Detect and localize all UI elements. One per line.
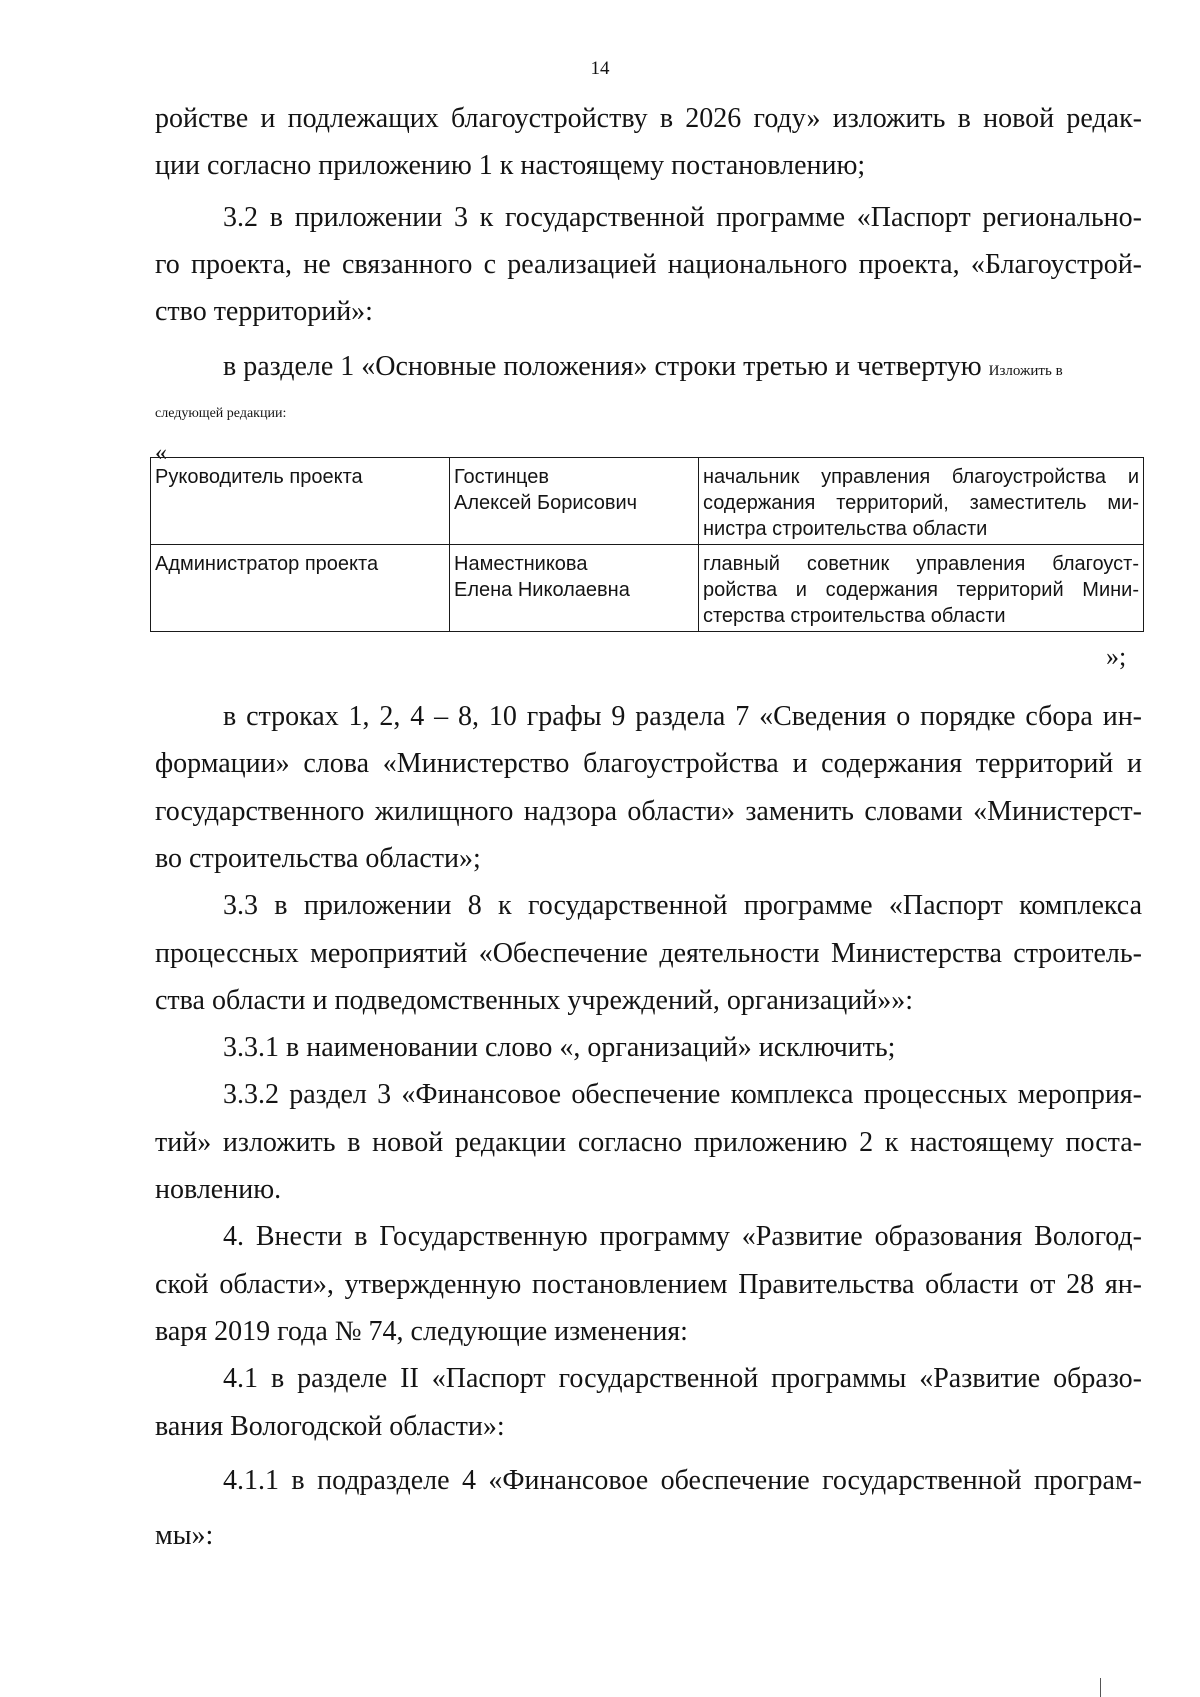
page-number: 14	[590, 58, 610, 79]
paragraph-line: формации» слова «Министерство благоустройства и содержания территорий и	[155, 748, 1142, 779]
table-close-quote: »;	[1106, 642, 1127, 671]
table-cell-position: главный советник управления благоуст- ройства и содержания территорий Мини- стерства строительства области	[699, 545, 1144, 632]
paragraph-line: 4.1 в разделе II «Паспорт государственной программы «Развитие образо-	[223, 1363, 1142, 1394]
paragraph-line: 4.1.1 в подразделе 4 «Финансовое обеспечение государственной програм-	[223, 1465, 1142, 1496]
paragraph-line-small: следующей редакции:	[155, 406, 287, 421]
paragraph-line: 3.3 в приложении 8 к государственной программе «Паспорт комплекса	[223, 890, 1142, 921]
paragraph-line: мы»:	[155, 1520, 214, 1551]
paragraph-line: государственного жилищного надзора области» заменить словами «Министерст-	[155, 796, 1142, 827]
paragraph-line: ции согласно приложению 1 к настоящему постановлению;	[155, 150, 866, 181]
paragraph-line: ройстве и подлежащих благоустройству в 2026 году» изложить в новой редак-	[155, 103, 1142, 134]
paragraph-line: вания Вологодской области»:	[155, 1411, 505, 1442]
paragraph-line: во строительства области»;	[155, 843, 481, 874]
paragraph-line: новлению.	[155, 1174, 282, 1205]
table-row	[151, 458, 1144, 545]
paragraph-line	[223, 350, 1142, 388]
scan-artifact-mark	[1100, 1678, 1101, 1697]
table-cell-position: начальник управления благоустройства и содержания территорий, заместитель ми- нистра строительства области	[699, 458, 1144, 545]
paragraph-line: 3.3.1 в наименовании слово «, организаций» исключить;	[223, 1032, 896, 1063]
paragraph-text: в разделе 1 «Основные положения» строки третью и четвертую	[223, 351, 982, 382]
project-staff-table	[150, 457, 1144, 632]
table-cell-name: Наместникова Елена Николаевна	[450, 545, 699, 632]
table-cell-role: Администратор проекта	[151, 545, 450, 632]
table-cell-role: Руководитель проекта	[151, 458, 450, 545]
table-cell-name: Гостинцев Алексей Борисович	[450, 458, 699, 545]
paragraph-line: 3.3.2 раздел 3 «Финансовое обеспечение комплекса процессных мероприя-	[223, 1079, 1142, 1110]
paragraph-line: го проекта, не связанного с реализацией национального проекта, «Благоустрой-	[155, 249, 1142, 280]
paragraph-line: ства области и подведомственных учреждений, организаций»»:	[155, 985, 914, 1016]
table-open-quote: «	[155, 440, 167, 466]
paragraph-line: ство территорий»:	[155, 296, 373, 327]
paragraph-text-small: Изложить в	[988, 363, 1063, 379]
paragraph-line: в строках 1, 2, 4 – 8, 10 графы 9 раздела 7 «Сведения о порядке сбора ин-	[223, 701, 1142, 732]
paragraph-line: тий» изложить в новой редакции согласно приложению 2 к настоящему поста-	[155, 1127, 1142, 1158]
table-row	[151, 545, 1144, 632]
paragraph-line: варя 2019 года № 74, следующие изменения:	[155, 1316, 688, 1347]
paragraph-line: процессных мероприятий «Обеспечение деятельности Министерства строитель-	[155, 938, 1142, 969]
paragraph-line: 4. Внести в Государственную программу «Развитие образования Вологод-	[223, 1221, 1142, 1252]
paragraph-line: 3.2 в приложении 3 к государственной программе «Паспорт регионально-	[223, 202, 1142, 233]
paragraph-line: ской области», утвержденную постановлением Правительства области от 28 ян-	[155, 1269, 1142, 1300]
